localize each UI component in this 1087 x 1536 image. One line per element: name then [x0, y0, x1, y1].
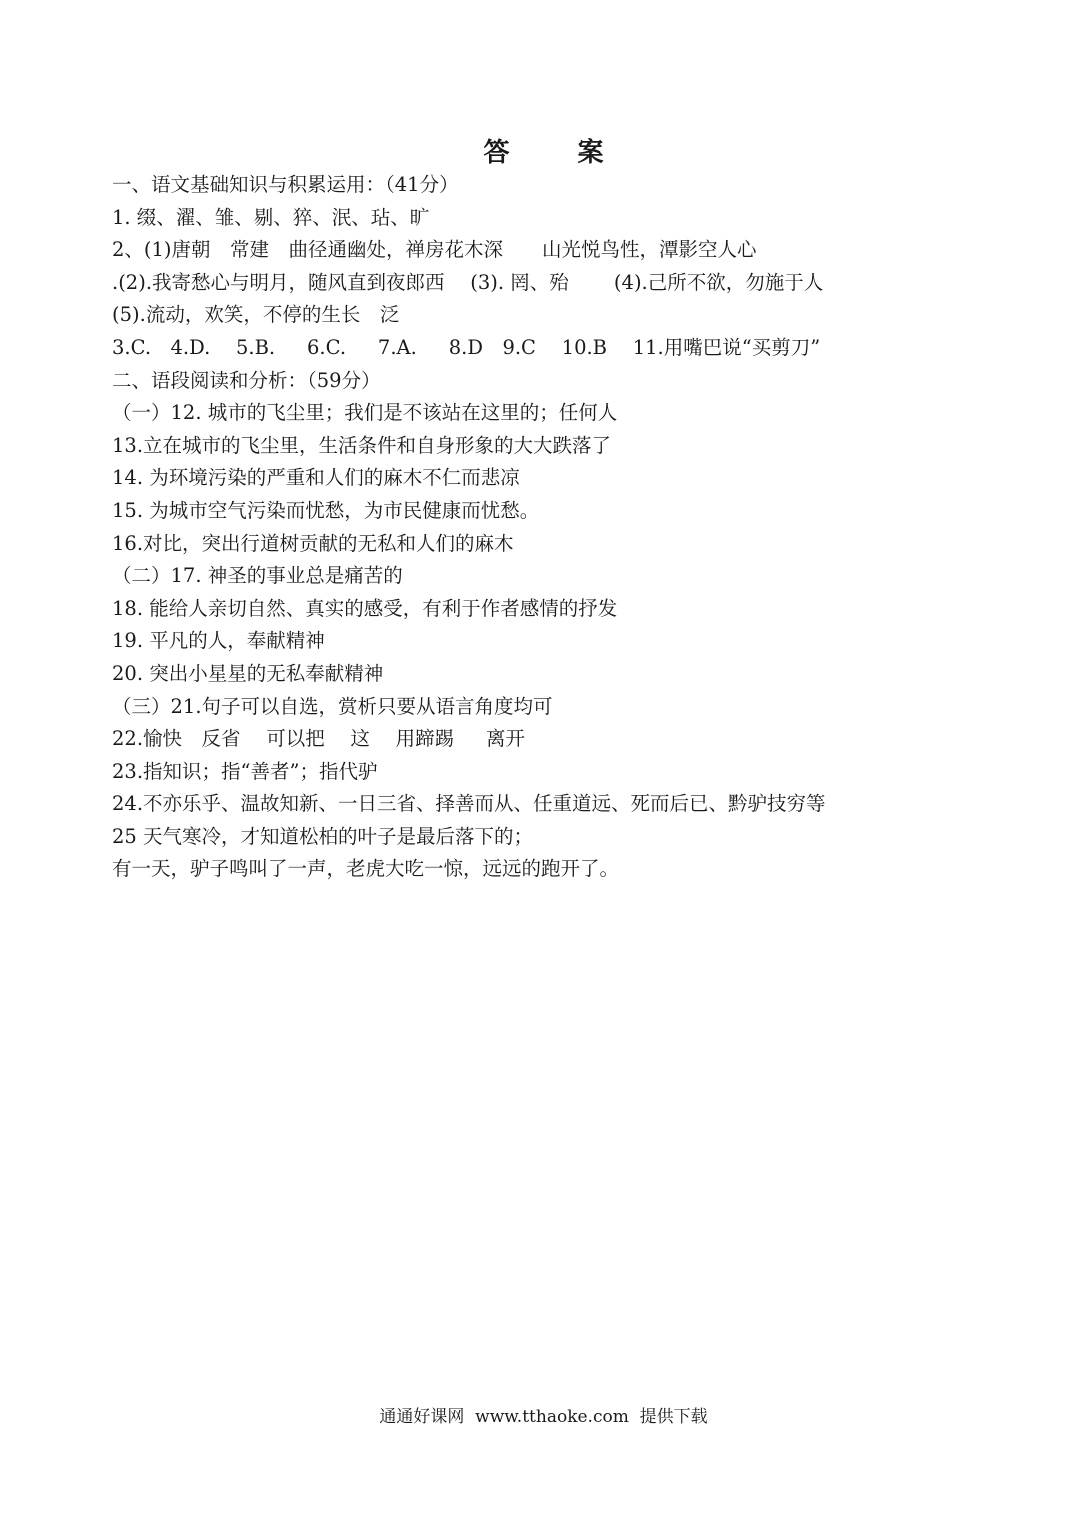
- section-heading-1: 一、语文基础知识与积累运用：（41分）: [112, 173, 459, 196]
- answer-line: （一）12. 城市的飞尘里；我们是不该站在这里的；任何人: [112, 401, 618, 425]
- answer-line: 2、(1)唐朝 常建 曲径通幽处，禅房花木深 山光悦鸟性，潭影空人心: [112, 238, 757, 262]
- answer-line: （三）21.句子可以自选，赏析只要从语言角度均可: [112, 694, 553, 718]
- answer-line: 3.C. 4.D. 5.B. 6.C. 7.A. 8.D 9.C 10.B 11.用嘴巴说“买剪刀”: [112, 335, 821, 359]
- answer-line: 15. 为城市空气污染而忧愁，为市民健康而忧愁。: [112, 498, 540, 522]
- answer-line: 24.不亦乐乎、温故知新、一日三省、择善而从、任重道远、死而后已、黔驴技穷等: [112, 792, 826, 816]
- answer-line: 22.愉快 反省 可以把 这 用蹄踢 离开: [112, 727, 526, 751]
- answer-line: 20. 突出小星星的无私奉献精神: [112, 661, 384, 685]
- answer-line: 19. 平凡的人，奉献精神: [112, 629, 325, 653]
- section-heading-2: 二、语段阅读和分析：（59分）: [112, 368, 381, 392]
- answer-body: [112, 169, 982, 886]
- page-footer: 通通好课网 www.tthaoke.com 提供下载: [379, 1407, 708, 1427]
- answer-line: 1. 缀、濯、雏、剔、猝、泯、玷、旷: [112, 205, 430, 229]
- answer-line: （二）17. 神圣的事业总是痛苦的: [112, 564, 403, 588]
- answer-line: 13.立在城市的飞尘里，生活条件和自身形象的大大跌落了: [112, 433, 612, 457]
- answer-line: .(2).我寄愁心与明月，随风直到夜郎西 (3). 罔、殆 (4).己所不欲，勿施于人: [112, 270, 824, 294]
- answer-line: (5).流动，欢笑，不停的生长 泛: [112, 303, 400, 327]
- answer-line: 25 天气寒冷，才知道松柏的叶子是最后落下的；: [112, 824, 534, 848]
- page-title: 答案: [483, 138, 672, 168]
- answer-line: 16.对比，突出行道树贡献的无私和人们的麻木: [112, 531, 514, 555]
- answer-line: 23.指知识；指“善者”；指代驴: [112, 759, 378, 783]
- answer-line: 14. 为环境污染的严重和人们的麻木不仁而悲凉: [112, 466, 520, 490]
- answer-line: 有一天，驴子鸣叫了一声，老虎大吃一惊，远远的跑开了。: [112, 857, 620, 881]
- answer-line: 18. 能给人亲切自然、真实的感受，有利于作者感情的抒发: [112, 596, 618, 620]
